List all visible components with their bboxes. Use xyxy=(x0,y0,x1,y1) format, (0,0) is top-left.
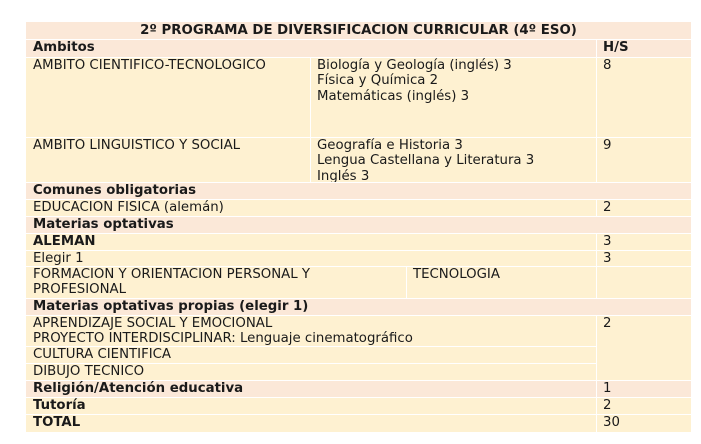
subject: Biología y Geología (inglés) 3 xyxy=(317,58,512,73)
grid-line xyxy=(596,233,597,298)
subject-row: Elegir 1 xyxy=(26,250,596,266)
total-hours: 30 xyxy=(596,414,691,432)
subject-row: CULTURA CIENTIFICA xyxy=(26,346,596,363)
ambito-subjects xyxy=(310,137,596,182)
grid-line xyxy=(26,266,691,267)
grid-line xyxy=(406,266,407,298)
subject: Física y Química 2 xyxy=(317,73,439,89)
grid-line xyxy=(26,346,596,347)
grid-line xyxy=(26,397,691,398)
grid-line xyxy=(26,250,691,251)
religion-hours: 1 xyxy=(596,380,691,397)
table-title: 2º PROGRAMA DE DIVERSIFICACION CURRICULAR (4º ESO) xyxy=(26,22,691,39)
subject-row: EDUCACION FISICA (alemán) xyxy=(26,199,596,216)
subject: Matemáticas (inglés) 3 xyxy=(317,88,470,104)
grid-line xyxy=(26,315,691,316)
section-propias: Materias optativas propias (elegir 1) xyxy=(26,298,691,315)
ambito-name: AMBITO CIENTIFICO-TECNOLOGICO xyxy=(26,57,310,137)
subject-hours: 2 xyxy=(596,199,691,216)
subject: Lengua Castellana y Literatura 3 xyxy=(317,153,535,169)
subject-hours xyxy=(596,266,691,298)
header-hours: H/S xyxy=(596,39,691,57)
subject-row: ALEMAN xyxy=(26,233,596,250)
grid-line xyxy=(26,216,691,217)
subject: Geografía e Historia 3 xyxy=(317,138,463,153)
header-ambitos: Ambitos xyxy=(26,39,596,57)
grid-line xyxy=(26,199,691,200)
grid-line xyxy=(310,57,311,182)
subject: Inglés 3 xyxy=(317,168,370,182)
subject-hours: 3 xyxy=(596,250,691,266)
subject-row: PROYECTO INTERDISCIPLINAR: Lenguaje cinematográfico xyxy=(33,331,413,345)
grid-line xyxy=(596,199,597,216)
tutoria-hours: 2 xyxy=(596,397,691,414)
section-comunes: Comunes obligatorias xyxy=(26,182,691,199)
curriculum-table xyxy=(26,22,691,432)
grid-line xyxy=(26,57,691,58)
ambito-name: AMBITO LINGUISTICO Y SOCIAL xyxy=(26,137,310,182)
option-cell xyxy=(26,266,406,298)
religion-label: Religión/Atención educativa xyxy=(26,380,596,397)
grid-line xyxy=(26,39,691,40)
grid-line xyxy=(26,182,691,183)
total-label: TOTAL xyxy=(26,414,596,432)
option-cell: TECNOLOGIA xyxy=(406,266,596,298)
grid-line xyxy=(596,315,597,432)
grid-line xyxy=(26,363,596,364)
subject-hours: 2 xyxy=(596,315,691,380)
tutoria-label: Tutoría xyxy=(26,397,596,414)
grid-line xyxy=(26,233,691,234)
grid-line xyxy=(26,414,691,415)
ambito-hours: 8 xyxy=(596,57,691,137)
subject-row: DIBUJO TECNICO xyxy=(26,363,596,380)
grid-line xyxy=(596,39,597,182)
grid-line xyxy=(26,380,691,381)
option-line: PROFESIONAL xyxy=(33,282,127,298)
grid-line xyxy=(26,298,691,299)
section-optativas: Materias optativas xyxy=(26,216,691,233)
subject-hours: 3 xyxy=(596,233,691,250)
option-line: FORMACION Y ORIENTACION PERSONAL Y xyxy=(33,267,311,282)
grid-line xyxy=(26,137,691,138)
ambito-hours: 9 xyxy=(596,137,691,182)
ambito-subjects xyxy=(310,57,596,137)
subject-row: APRENDIZAJE SOCIAL Y EMOCIONAL xyxy=(26,315,596,346)
